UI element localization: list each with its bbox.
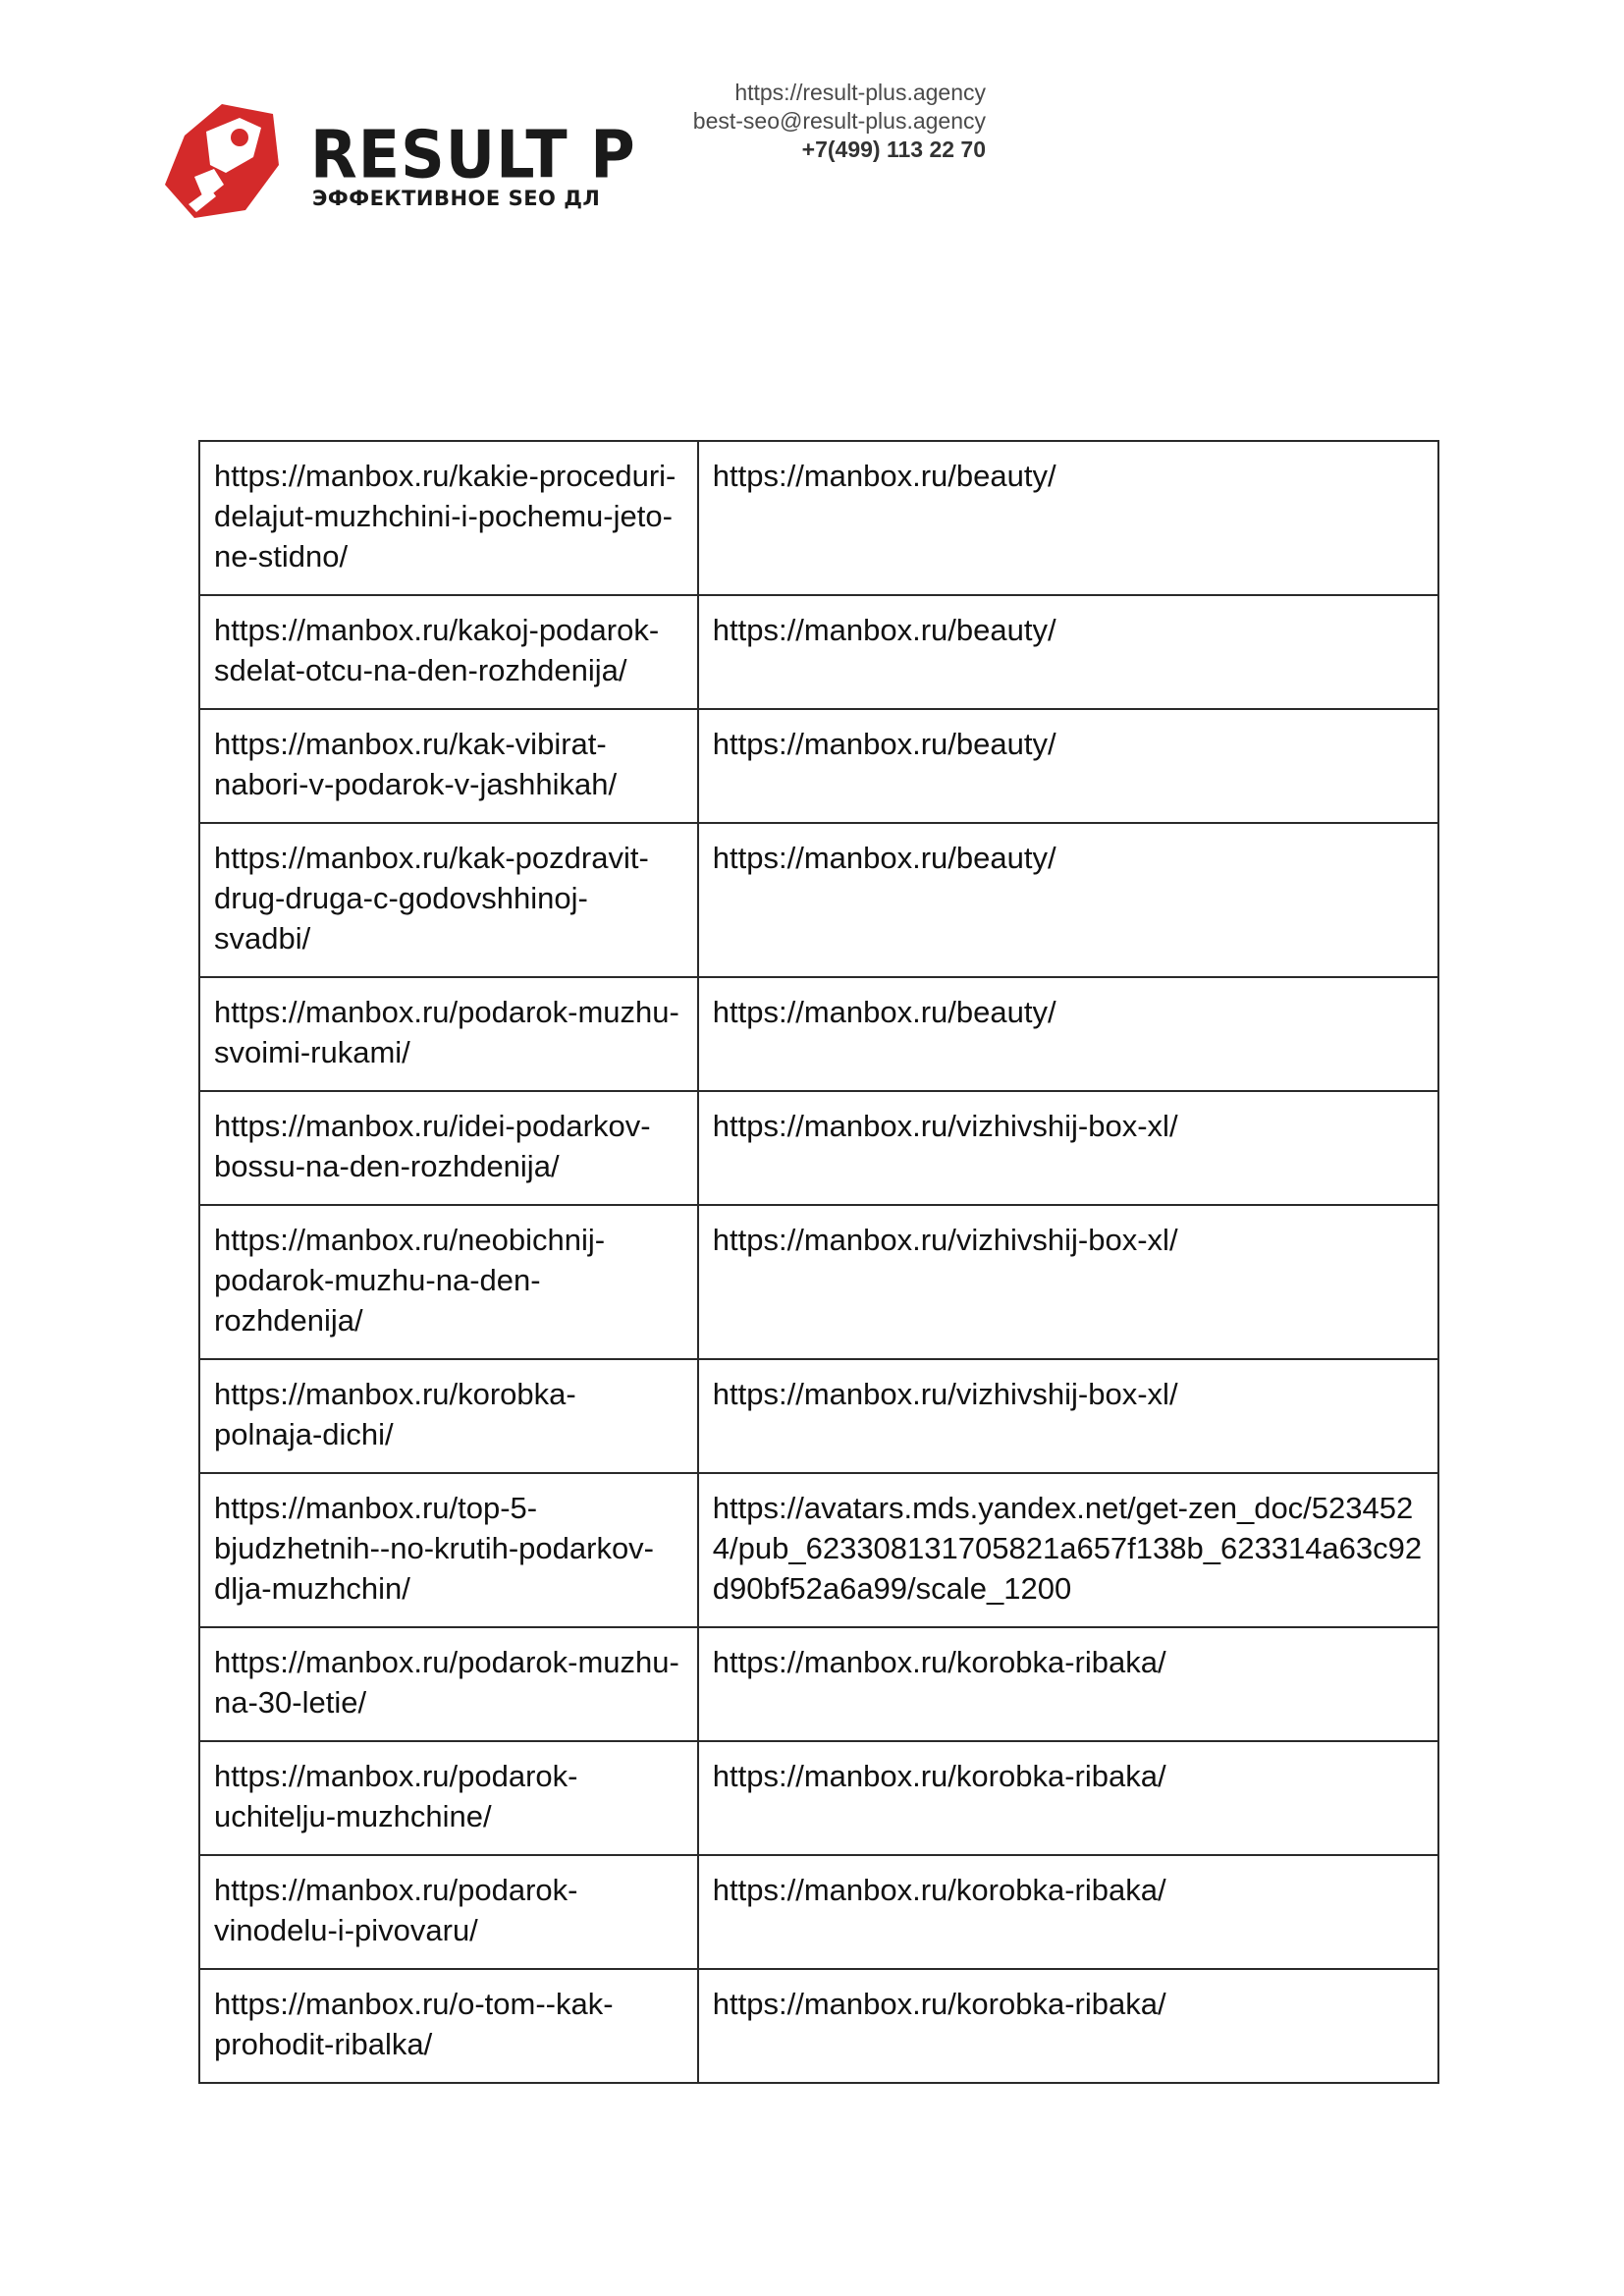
source-url-cell: https://manbox.ru/korobka-polnaja-dichi/ xyxy=(199,1359,698,1473)
target-url-cell: https://manbox.ru/korobka-ribaka/ xyxy=(698,1855,1438,1969)
links-table xyxy=(198,440,1439,2084)
source-url-cell: https://manbox.ru/podarok-uchitelju-muzhchine/ xyxy=(199,1741,698,1855)
target-url-cell: https://manbox.ru/korobka-ribaka/ xyxy=(698,1741,1438,1855)
table-row xyxy=(199,1627,1438,1741)
source-url-cell: https://manbox.ru/kakoj-podarok-sdelat-otcu-na-den-rozhdenija/ xyxy=(199,595,698,709)
target-url-cell: https://manbox.ru/vizhivshij-box-xl/ xyxy=(698,1091,1438,1205)
target-url-cell: https://manbox.ru/beauty/ xyxy=(698,709,1438,823)
target-url-cell: https://manbox.ru/vizhivshij-box-xl/ xyxy=(698,1359,1438,1473)
phone-number: +7(499) 113 22 70 xyxy=(801,137,986,162)
source-url-cell: https://manbox.ru/kak-pozdravit-drug-druga-c-godovshhinoj-svadbi/ xyxy=(199,823,698,977)
target-url-cell: https://manbox.ru/beauty/ xyxy=(698,977,1438,1091)
rocket-logo-icon xyxy=(155,94,288,227)
table-row xyxy=(199,1205,1438,1359)
table-row xyxy=(199,823,1438,977)
source-url-cell: https://manbox.ru/podarok-muzhu-svoimi-rukami/ xyxy=(199,977,698,1091)
email-link[interactable]: best-seo@result-plus.agency xyxy=(692,108,986,134)
logo-tagline: ЭФФЕКТИВНОЕ SEO ДЛ xyxy=(312,187,601,210)
website-link[interactable]: https://result-plus.agency xyxy=(734,80,986,105)
source-url-cell: https://manbox.ru/idei-podarkov-bossu-na-den-rozhdenija/ xyxy=(199,1091,698,1205)
source-url-cell: https://manbox.ru/podarok-vinodelu-i-pivovaru/ xyxy=(199,1855,698,1969)
table-row xyxy=(199,709,1438,823)
source-url-cell: https://manbox.ru/top-5-bjudzhetnih--no-krutih-podarkov-dlja-muzhchin/ xyxy=(199,1473,698,1627)
table-row xyxy=(199,1091,1438,1205)
table-row xyxy=(199,1359,1438,1473)
target-url-cell: https://manbox.ru/korobka-ribaka/ xyxy=(698,1627,1438,1741)
table-row xyxy=(199,977,1438,1091)
target-url-cell: https://manbox.ru/beauty/ xyxy=(698,823,1438,977)
target-url-cell: https://manbox.ru/vizhivshij-box-xl/ xyxy=(698,1205,1438,1359)
logo-title: RESULT P xyxy=(310,116,636,193)
target-url-cell: https://manbox.ru/korobka-ribaka/ xyxy=(698,1969,1438,2083)
target-url-cell: https://avatars.mds.yandex.net/get-zen_doc/5234524/pub_623308131705821a657f138b_623314a63c92d90bf52a6a99/scale_1200 xyxy=(698,1473,1438,1627)
source-url-cell: https://manbox.ru/kak-vibirat-nabori-v-podarok-v-jashhikah/ xyxy=(199,709,698,823)
contact-block xyxy=(693,79,986,164)
table-row xyxy=(199,1741,1438,1855)
table-row xyxy=(199,595,1438,709)
source-url-cell: https://manbox.ru/kakie-proceduri-delajut-muzhchini-i-pochemu-jeto-ne-stidno/ xyxy=(199,441,698,595)
source-url-cell: https://manbox.ru/podarok-muzhu-na-30-letie/ xyxy=(199,1627,698,1741)
source-url-cell: https://manbox.ru/o-tom--kak-prohodit-ribalka/ xyxy=(199,1969,698,2083)
table-row xyxy=(199,1855,1438,1969)
table-row xyxy=(199,1473,1438,1627)
company-logo xyxy=(155,94,636,232)
target-url-cell: https://manbox.ru/beauty/ xyxy=(698,595,1438,709)
table-row xyxy=(199,441,1438,595)
target-url-cell: https://manbox.ru/beauty/ xyxy=(698,441,1438,595)
table-row xyxy=(199,1969,1438,2083)
source-url-cell: https://manbox.ru/neobichnij-podarok-muzhu-na-den-rozhdenija/ xyxy=(199,1205,698,1359)
